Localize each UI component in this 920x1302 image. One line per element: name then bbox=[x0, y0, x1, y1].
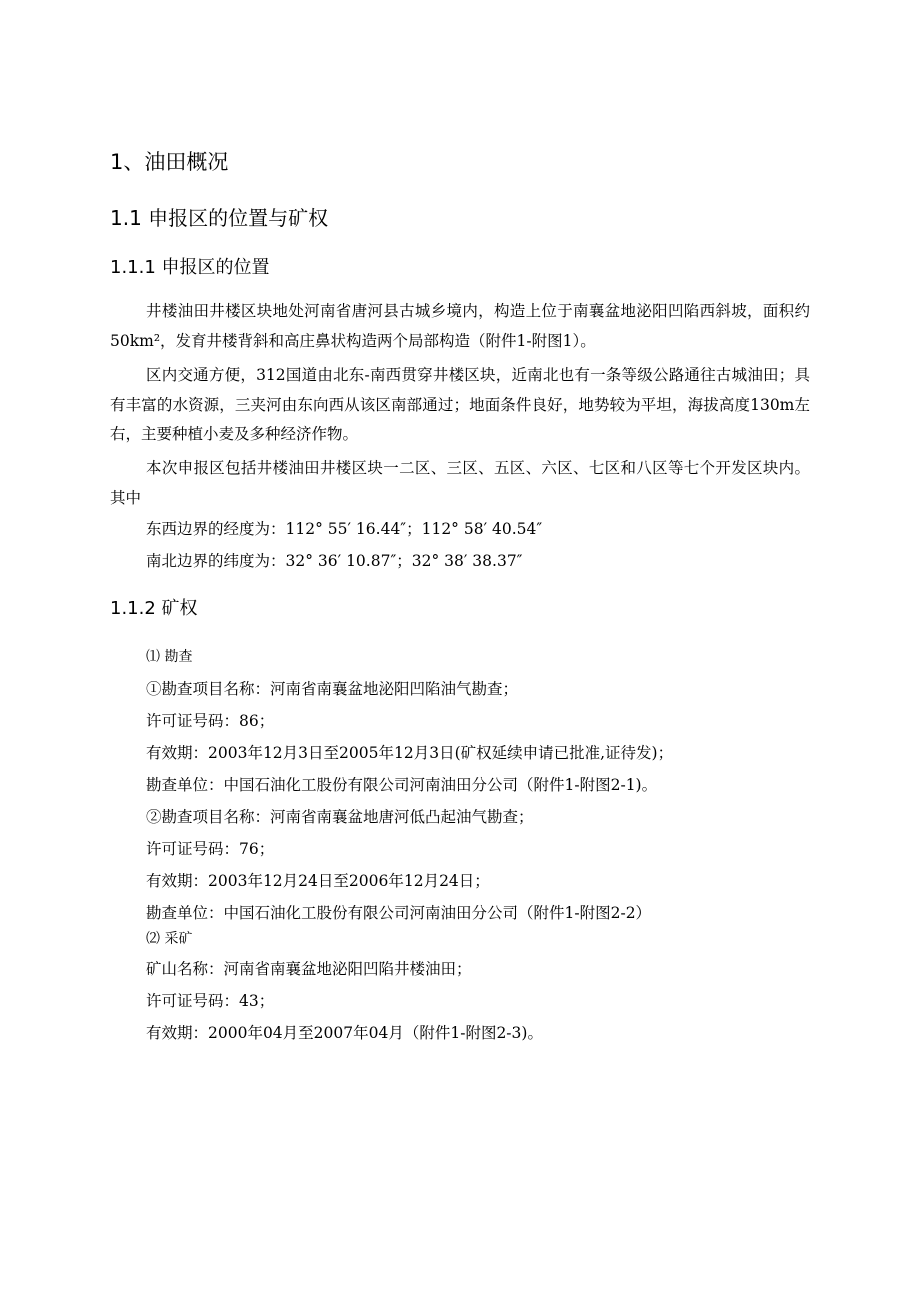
rights-line: ⑵ 采矿 bbox=[146, 931, 193, 947]
boundary-latitude-line: 南北边界的纬度为：32° 36′ 10.87″；32° 38′ 38.37″ bbox=[146, 552, 523, 570]
boundary-longitude-line: 东西边界的经度为：112° 55′ 16.44″；112° 58′ 40.54″ bbox=[146, 520, 543, 538]
paragraph-scope: 本次申报区包括井楼油田井楼区块一二区、三区、五区、六区、七区和八区等七个开发区块内。其中 bbox=[110, 459, 810, 507]
paragraph-traffic: 区内交通方便，312国道由北东-南西贯穿井楼区块，近南北也有一条等级公路通往古城油田；具有丰富的水资源，三夹河由东向西从该区南部通过；地面条件良好，地势较为平坦，海拔高度130m左右，主要种植小麦及多种经济作物。 bbox=[110, 366, 810, 443]
paragraph-location: 井楼油田井楼区块地处河南省唐河县古城乡境内，构造上位于南襄盆地泌阳凹陷西斜坡，面积约50km²，发育井楼背斜和高庄鼻状构造两个局部构造（附件1-附图1）。 bbox=[110, 302, 810, 350]
chapter-heading: 1、油田概况 bbox=[110, 150, 229, 174]
rights-line: 有效期：2003年12月3日至2005年12月3日(矿权延续申请已批准,证待发)； bbox=[146, 744, 674, 762]
rights-line: 许可证号码：43； bbox=[146, 992, 275, 1010]
rights-line: 有效期：2000年04月至2007年04月（附件1-附图2-3)。 bbox=[146, 1024, 543, 1042]
subsection-heading-rights: 1.1.2 矿权 bbox=[110, 598, 198, 619]
subsection-heading-location: 1.1.1 申报区的位置 bbox=[110, 257, 270, 278]
rights-line: 矿山名称：河南省南襄盆地泌阳凹陷井楼油田； bbox=[146, 960, 472, 978]
rights-line: 许可证号码：76； bbox=[146, 840, 275, 858]
rights-line: ②勘查项目名称：河南省南襄盆地唐河低凸起油气勘查； bbox=[146, 808, 534, 826]
rights-line: 勘查单位：中国石油化工股份有限公司河南油田分公司（附件1-附图2-1)。 bbox=[146, 776, 658, 794]
section-heading: 1.1 申报区的位置与矿权 bbox=[110, 206, 329, 230]
rights-line: 勘查单位：中国石油化工股份有限公司河南油田分公司（附件1-附图2-2） bbox=[146, 904, 652, 922]
rights-line: 许可证号码：86； bbox=[146, 712, 275, 730]
rights-line: ①勘查项目名称：河南省南襄盆地泌阳凹陷油气勘查； bbox=[146, 680, 519, 698]
rights-line: 有效期：2003年12月24日至2006年12月24日； bbox=[146, 872, 490, 890]
rights-line: ⑴ 勘查 bbox=[146, 649, 193, 665]
